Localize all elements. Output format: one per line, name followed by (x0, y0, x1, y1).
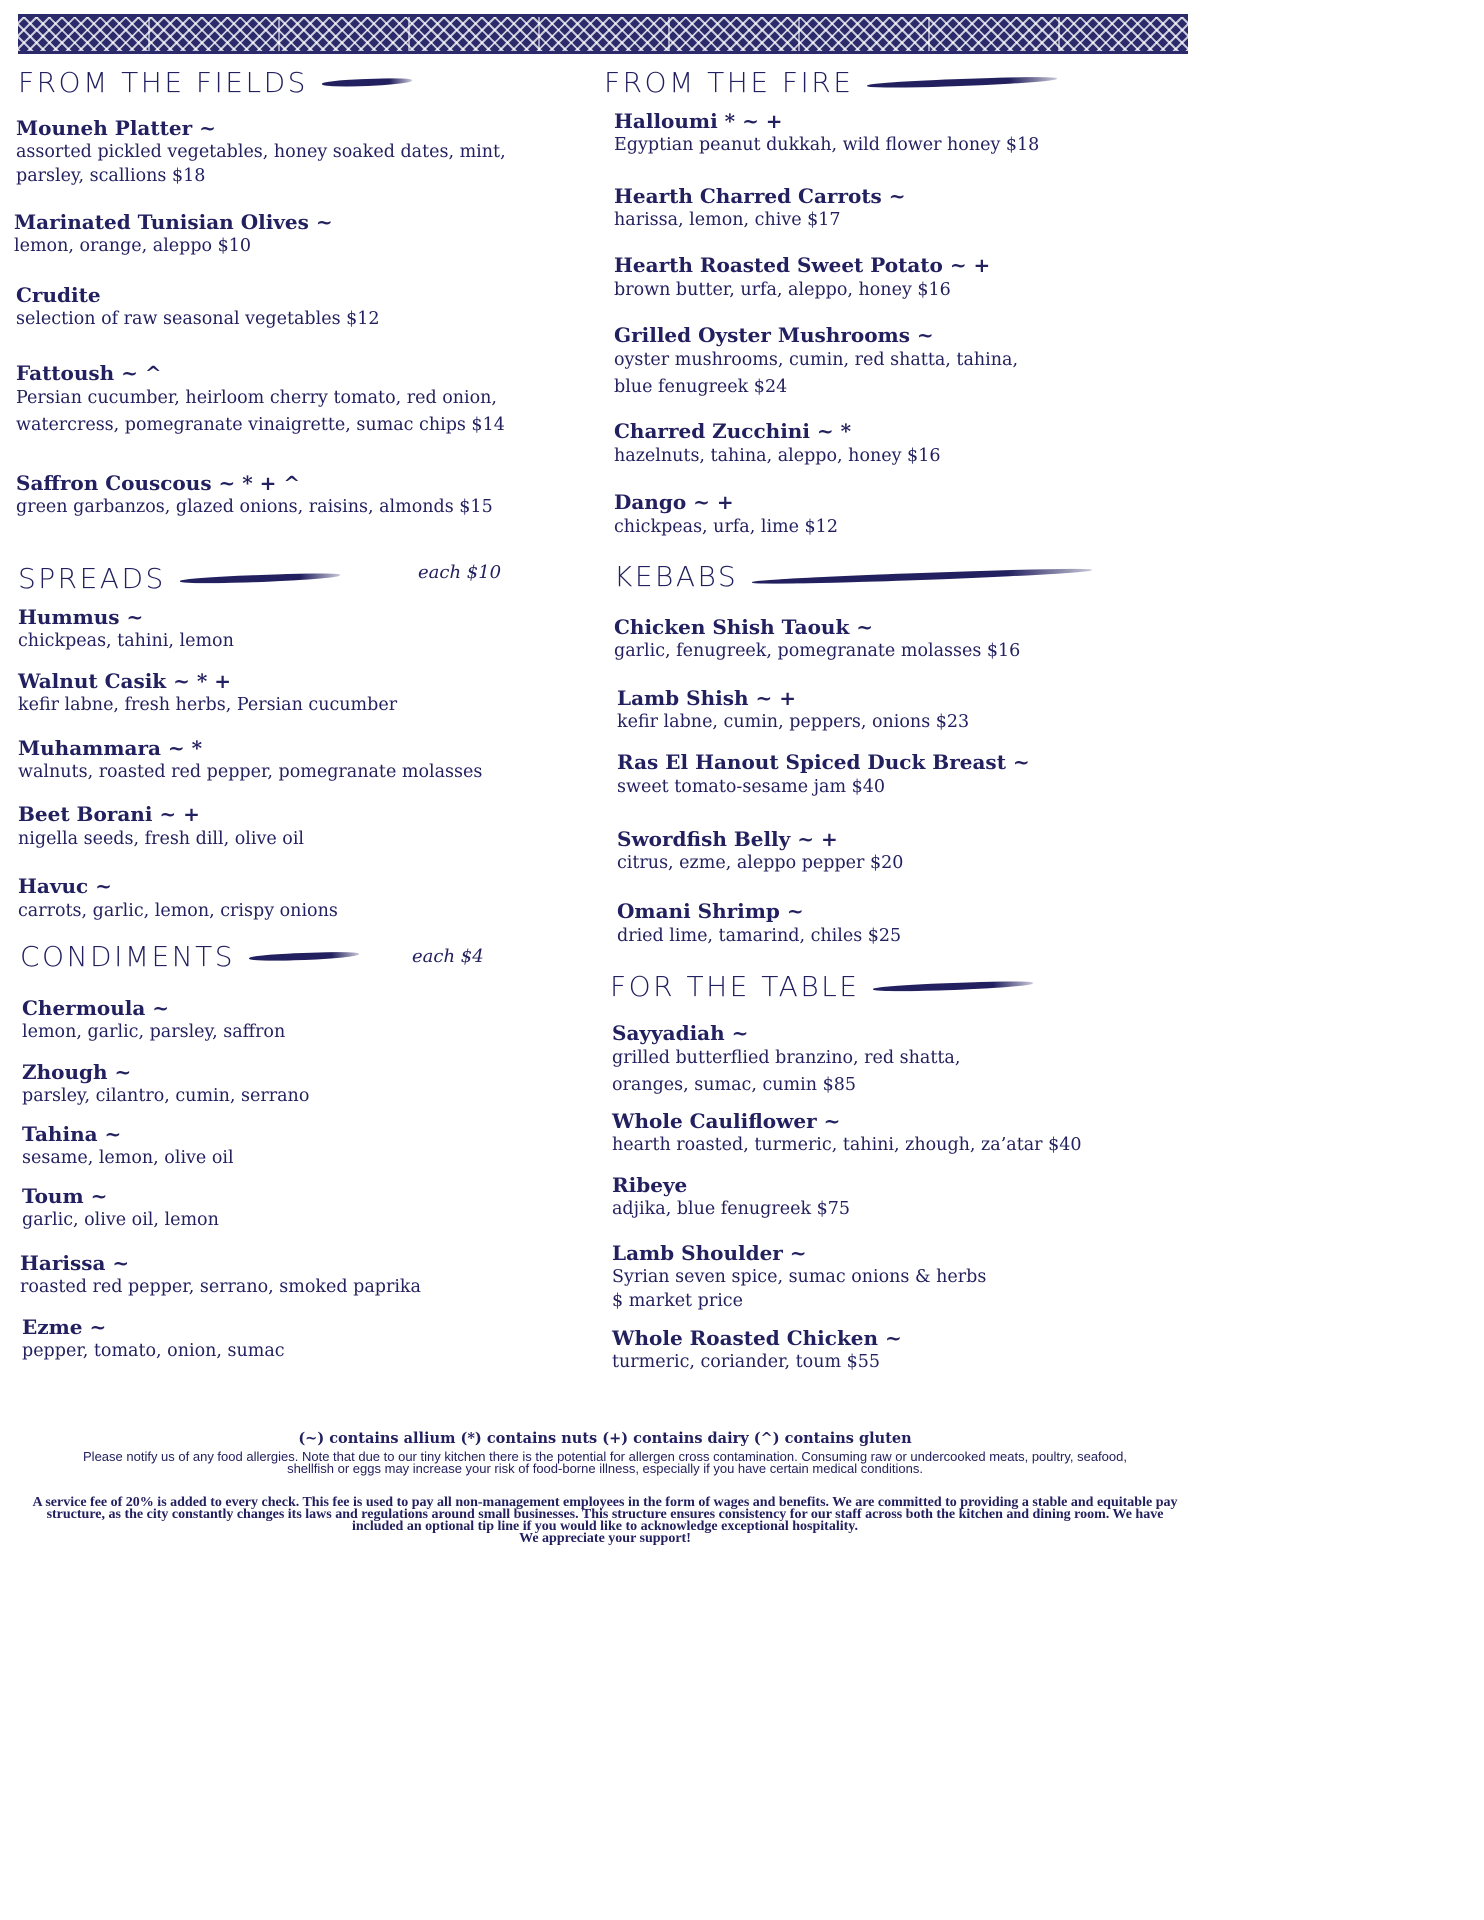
item-description: hearth roasted, turmeric, tahini, zhough, za’atar $40 (612, 1135, 1082, 1155)
item-name: Fattoush ~ ^ (16, 361, 162, 385)
menu-item-muhammara (18, 736, 482, 784)
menu-item-hummus (18, 605, 234, 653)
menu-item-dango (614, 490, 838, 541)
item-description: lemon, orange, aleppo $10 (14, 236, 252, 256)
menu-item-shish-taouk (614, 615, 1020, 663)
item-description: hazelnuts, tahina, aleppo, honey $16 (614, 446, 941, 466)
price-each: each $10 (418, 562, 502, 583)
item-name: Lamb Shish ~ + (617, 686, 796, 710)
menu-item-harissa (20, 1251, 421, 1299)
menu-item-oyster-mushrooms (614, 323, 1018, 401)
menu-item-saffron-couscous (16, 471, 493, 519)
item-description: Egyptian peanut dukkah, wild flower honey $18 (614, 135, 1040, 155)
menu-item-charred-carrots (614, 184, 906, 232)
menu-item-sayyadiah (612, 1021, 960, 1099)
menu-item-zhough (22, 1060, 309, 1108)
item-name: Swordfish Belly ~ + (617, 827, 838, 851)
item-description: chickpeas, tahini, lemon (18, 631, 234, 651)
menu-item-tahina (22, 1122, 234, 1170)
item-name: Crudite (16, 283, 101, 307)
menu-item-swordfish-belly (617, 827, 903, 875)
item-name: Beet Borani ~ + (18, 802, 200, 826)
item-description: brown butter, urfa, aleppo, honey $16 (614, 280, 951, 300)
service-fee-text: A service fee of 20% is added to every check. This fee is used to pay all non-management employees in the form of wages and benefits. We are committed to providing a stable and equitable pay structure, as the city constantly changes its laws and regulations around small businesses. This structure ensures consistency for our staff across both the kitchen and dining room. We have included an optional tip line if you would like to acknowledge exceptional hospitality. (32, 1495, 1178, 1534)
service-fee-notice (20, 1497, 1190, 1545)
menu-item-omani-shrimp (617, 899, 901, 950)
item-description: sesame, lemon, olive oil (22, 1148, 234, 1168)
item-name: Harissa ~ (20, 1251, 130, 1275)
item-description: grilled butterflied branzino, red shatta, oranges, sumac, cumin $85 (612, 1048, 961, 1095)
item-name: Chermoula ~ (22, 996, 170, 1020)
section-heading-condiments: CONDIMENTS each $4 (20, 940, 484, 973)
allergen-legend: (~) contains allium (*) contains nuts (+) contains dairy (^) contains gluten (298, 1430, 912, 1447)
item-description: citrus, ezme, aleppo pepper $20 (617, 853, 904, 873)
item-description: adjika, blue fenugreek $75 (612, 1199, 851, 1219)
menu-item-toum (22, 1184, 219, 1232)
menu-item-lamb-shoulder (612, 1241, 986, 1313)
menu-item-lamb-shish (617, 686, 969, 734)
item-description: oyster mushrooms, cumin, red shatta, tahina, blue fenugreek $24 (614, 350, 1019, 397)
item-name: Halloumi * ~ + (614, 109, 783, 133)
menu-item-beet-borani (18, 802, 304, 853)
item-name: Zhough ~ (22, 1060, 132, 1084)
item-name: Tahina ~ (22, 1122, 122, 1146)
item-name: Chicken Shish Taouk ~ (614, 615, 874, 639)
item-description: kefir labne, cumin, peppers, onions $23 (617, 712, 970, 732)
menu-item-duck-breast (617, 750, 1030, 801)
item-name: Hearth Roasted Sweet Potato ~ + (614, 253, 991, 277)
item-description: chickpeas, urfa, lime $12 (614, 517, 838, 537)
menu-item-charred-zucchini (614, 419, 940, 470)
menu-item-crudite (16, 283, 380, 331)
item-description: lemon, garlic, parsley, saffron (22, 1022, 286, 1042)
item-name: Sayyadiah ~ (612, 1021, 749, 1045)
menu-item-mouneh-platter (16, 116, 506, 188)
menu-item-sweet-potato (614, 253, 990, 304)
item-description: kefir labne, fresh herbs, Persian cucumber (18, 695, 398, 715)
item-name: Hearth Charred Carrots ~ (614, 184, 906, 208)
section-heading-table: FOR THE TABLE (610, 970, 1033, 1003)
item-description: dried lime, tamarind, chiles $25 (617, 926, 902, 946)
item-name: Ras El Hanout Spiced Duck Breast ~ (617, 750, 1030, 774)
thanks-text: We appreciate your support! (519, 1531, 691, 1546)
item-name: Saffron Couscous ~ * + ^ (16, 471, 301, 495)
item-name: Hummus ~ (18, 605, 144, 629)
item-description: garlic, olive oil, lemon (22, 1210, 219, 1230)
item-description: roasted red pepper, serrano, smoked paprika (20, 1277, 421, 1297)
item-name: Grilled Oyster Mushrooms ~ (614, 323, 934, 347)
menu-item-walnut-casik (18, 669, 397, 717)
item-description: Syrian seven spice, sumac onions & herbs $ market price (612, 1267, 987, 1311)
section-heading-fields: FROM THE FIELDS (18, 66, 412, 99)
item-name: Mouneh Platter ~ (16, 116, 216, 140)
allergy-notice: Please notify us of any food allergies. Note that due to our tiny kitchen there is the potential for allergen cross contamination. Consuming raw or undercooked meats, poultry, seafood, shellfish or eggs may increase your risk of food-borne illness, especially if you have certain medical conditions. (83, 1449, 1127, 1476)
decorative-border (18, 14, 1188, 54)
item-description: Persian cucumber, heirloom cherry tomato, red onion, watercress, pomegranate vinaigrette, sumac chips $14 (16, 388, 505, 435)
item-description: carrots, garlic, lemon, crispy onions (18, 901, 338, 921)
price-each: each $4 (412, 946, 484, 967)
menu-item-tunisian-olives (14, 210, 333, 258)
item-description: sweet tomato-sesame jam $40 (617, 777, 886, 797)
menu-item-whole-cauliflower (612, 1109, 1082, 1157)
item-description: walnuts, roasted red pepper, pomegranate molasses (18, 762, 483, 782)
item-name: Marinated Tunisian Olives ~ (14, 210, 333, 234)
item-description: parsley, cilantro, cumin, serrano (22, 1086, 310, 1106)
item-description: nigella seeds, fresh dill, olive oil (18, 829, 305, 849)
item-name: Whole Roasted Chicken ~ (612, 1326, 902, 1350)
item-name: Lamb Shoulder ~ (612, 1241, 807, 1265)
section-heading-spreads: SPREADS each $10 (18, 562, 502, 595)
item-name: Toum ~ (22, 1184, 108, 1208)
item-description: green garbanzos, glazed onions, raisins, almonds $15 (16, 497, 493, 517)
item-name: Dango ~ + (614, 490, 734, 514)
item-description: assorted pickled vegetables, honey soaked dates, mint, parsley, scallions $18 (16, 142, 506, 186)
item-description: selection of raw seasonal vegetables $12 (16, 309, 380, 329)
item-name: Omani Shrimp ~ (617, 899, 804, 923)
item-name: Whole Cauliflower ~ (612, 1109, 841, 1133)
section-heading-fire: FROM THE FIRE (604, 66, 1057, 99)
item-name: Muhammara ~ * (18, 736, 203, 760)
item-description: harissa, lemon, chive $17 (614, 210, 841, 230)
item-description: turmeric, coriander, toum $55 (612, 1352, 881, 1372)
item-name: Ribeye (612, 1173, 688, 1197)
item-description: pepper, tomato, onion, sumac (22, 1341, 285, 1361)
menu-item-halloumi (614, 109, 1039, 157)
item-description: garlic, fenugreek, pomegranate molasses $16 (614, 641, 1021, 661)
menu-item-roasted-chicken (612, 1326, 902, 1374)
menu-item-fattoush (16, 361, 505, 439)
item-name: Havuc ~ (18, 874, 112, 898)
item-name: Walnut Casik ~ * + (18, 669, 232, 693)
section-heading-kebabs: KEBABS (614, 560, 1092, 593)
menu-item-ezme (22, 1315, 285, 1363)
menu-item-chermoula (22, 996, 285, 1044)
menu-item-havuc (18, 874, 338, 925)
item-name: Ezme ~ (22, 1315, 107, 1339)
menu-item-ribeye (612, 1173, 850, 1221)
item-name: Charred Zucchini ~ * (614, 419, 852, 443)
